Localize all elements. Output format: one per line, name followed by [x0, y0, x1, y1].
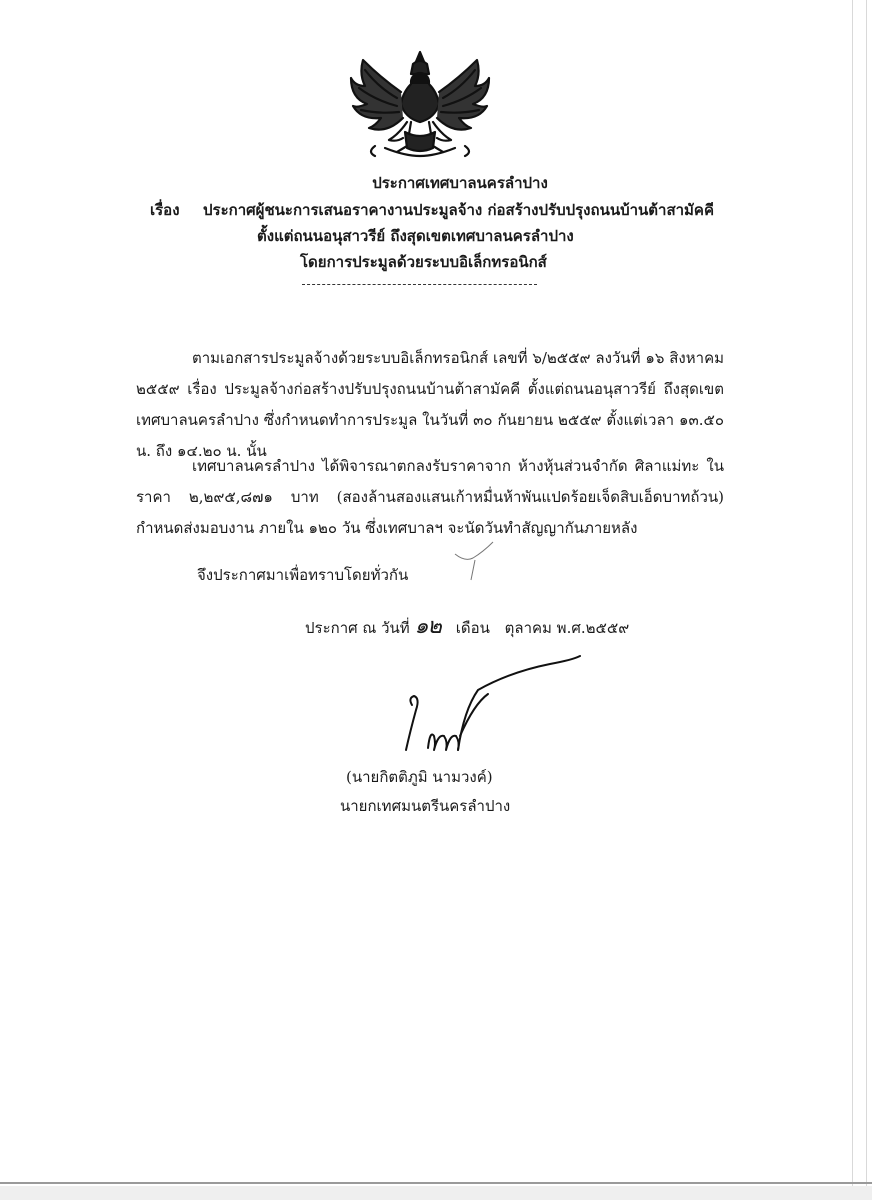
dateline-month-label: เดือน [455, 619, 490, 637]
paragraph-1 [136, 343, 724, 467]
pen-mark-icon [445, 540, 505, 590]
paragraph-2-text: เทศบาลนครลำปาง ได้พิจารณาตกลงรับราคาจาก ห้างหุ้นส่วนจำกัด ศิลาแม่ทะ ในราคา ๒,๒๙๕,๘๗๑ บาท (สองล้านสองแสนเก้าหมื่นห้าพันแปดร้อยเจ็ดสิบเอ็ดบาทถ้วน) กำหนดส่งมอบงาน ภายใน ๑๒๐ วัน ซึ่งเทศบาลฯ จะนัดวันทำสัญญากันภายหลัง [136, 457, 724, 537]
page-bottom-rule [0, 1182, 872, 1184]
dateline-prefix: ประกาศ ณ วันที่ [305, 619, 410, 637]
page-edge-line-outer [866, 0, 867, 1200]
subject-label: เรื่อง [150, 201, 180, 219]
paragraph-1-text: ตามเอกสารประมูลจ้างด้วยระบบอิเล็กทรอนิกส์ เลขที่ ๖/๒๕๕๙ ลงวันที่ ๑๖ สิงหาคม ๒๕๕๙ เรื่อง ประมูลจ้างก่อสร้างปรับปรุงถนนบ้านต้าสามัคคี ตั้งแต่ถนนอนุสาวรีย์ ถึงสุดเขตเทศบาลนครลำปาง ซึ่งกำหนดทำการประมูล ในวันที่ ๓๐ กันยายน ๒๕๕๙ ตั้งแต่เวลา ๑๓.๕๐ น. ถึง ๑๔.๒๐ น. นั้น [136, 349, 724, 460]
closing-statement: จึงประกาศมาเพื่อทราบโดยทั่วกัน [197, 566, 409, 584]
subject-line-1: ประกาศผู้ชนะการเสนอราคางานประมูลจ้าง ก่อสร้างปรับปรุงถนนบ้านต้าสามัคคี [203, 201, 714, 219]
paragraph-2 [136, 451, 724, 544]
header-divider [302, 284, 537, 285]
page-bottom-strip [0, 1186, 872, 1200]
dateline-month-year: ตุลาคม พ.ศ.๒๕๕๙ [504, 619, 630, 637]
signatory-position: นายกเทศมนตรีนครลำปาง [340, 797, 511, 815]
subject-line-2: ตั้งแต่ถนนอนุสาวรีย์ ถึงสุดเขตเทศบาลนครลำปาง [257, 227, 574, 245]
page-edge-line [852, 0, 853, 1200]
dateline-day: ๑๒ [414, 614, 441, 639]
garuda-emblem-icon [345, 48, 495, 160]
announcement-title: ประกาศเทศบาลนครลำปาง [372, 174, 548, 192]
signatory-name: (นายกิตติภูมิ นามวงค์) [346, 768, 493, 786]
subject-line-3: โดยการประมูลด้วยระบบอิเล็กทรอนิกส์ [300, 253, 547, 271]
dateline [305, 608, 629, 643]
handwritten-signature [400, 650, 590, 765]
